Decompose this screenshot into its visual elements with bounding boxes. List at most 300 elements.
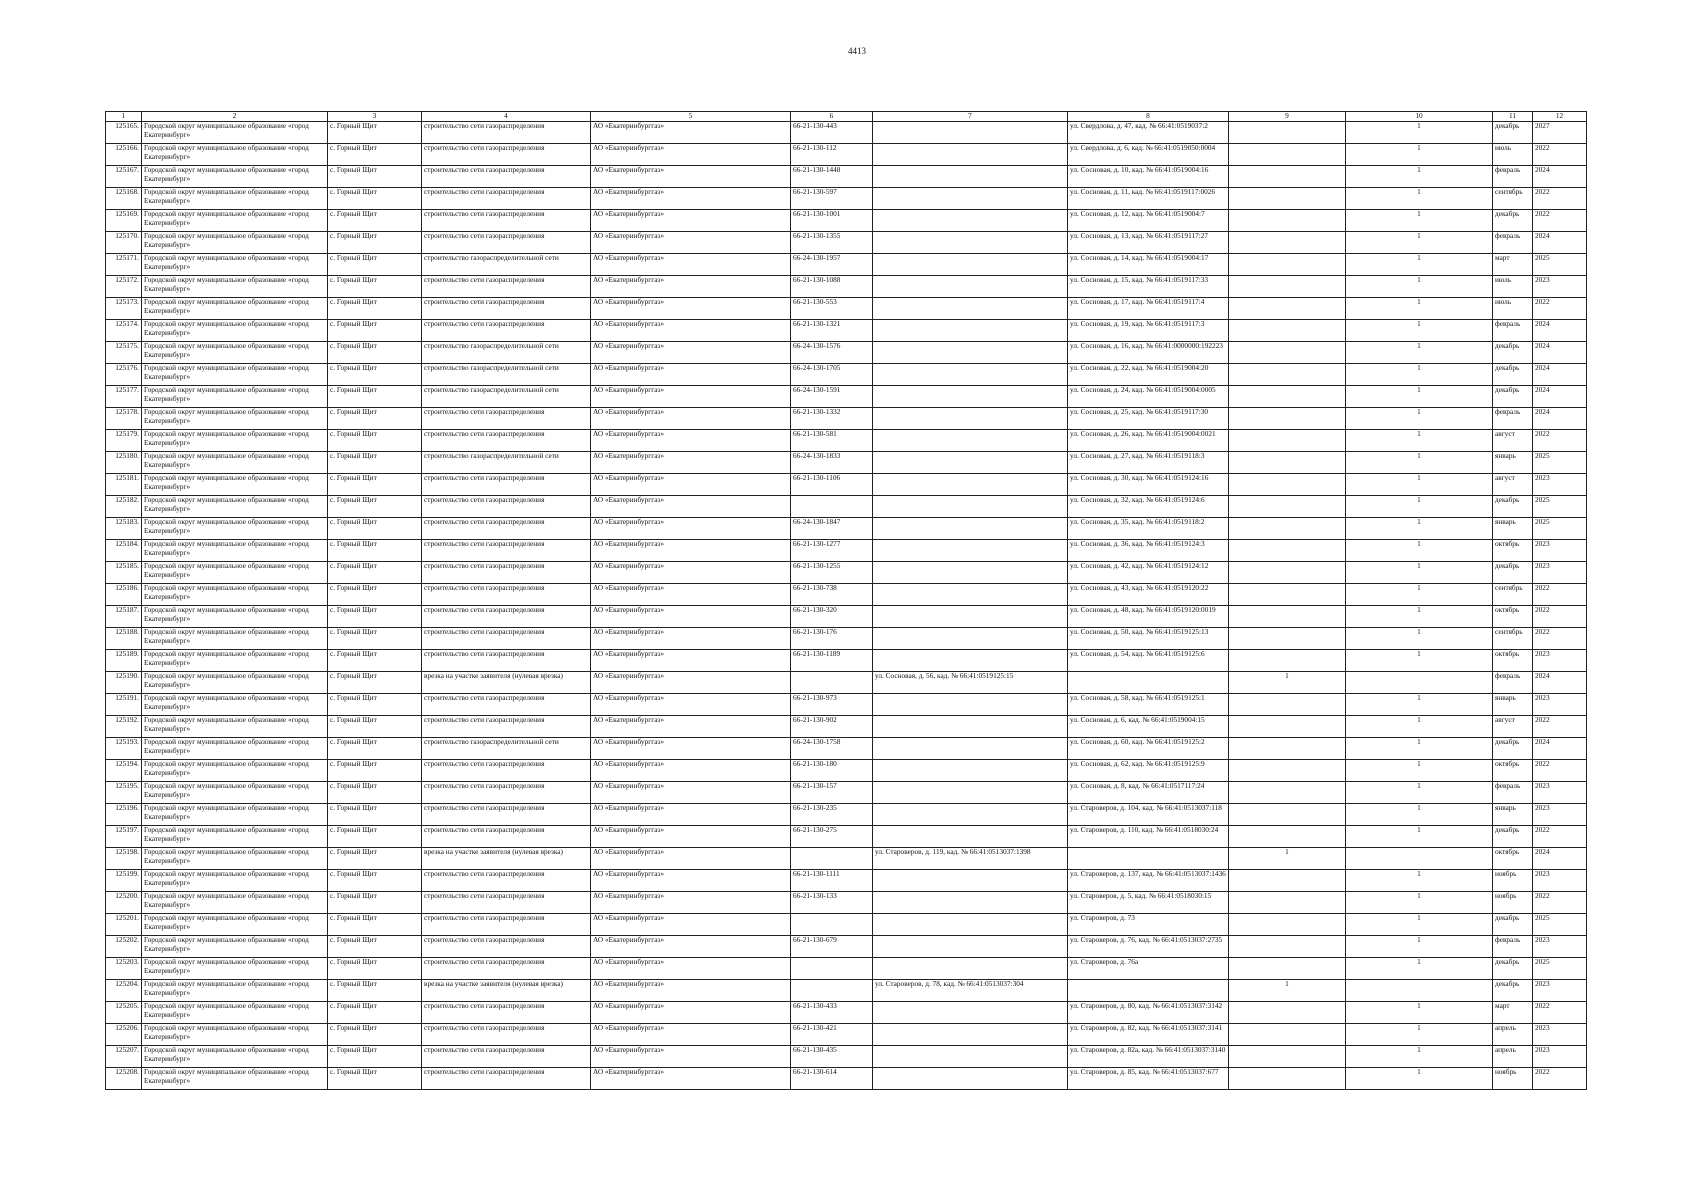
organization-cell: АО «Екатеринбурггаз» — [591, 738, 791, 760]
address-cell: ул. Староверов, д. 80, кад. № 66:41:0513037:3142 — [1068, 1002, 1229, 1024]
register-table — [105, 111, 1587, 1090]
row-number: 125170. — [106, 232, 142, 254]
project-code-cell: 66-21-130-421 — [791, 1024, 873, 1046]
organization-cell: АО «Екатеринбурггаз» — [591, 848, 791, 870]
year-cell: 2024 — [1533, 232, 1587, 254]
address-cell — [1068, 672, 1229, 694]
count-cell: 1 — [1346, 364, 1493, 386]
settlement-cell: с. Горный Щит — [328, 892, 422, 914]
organization-cell: АО «Екатеринбурггаз» — [591, 518, 791, 540]
table-row — [106, 1068, 1587, 1090]
row-number: 125165. — [106, 122, 142, 144]
count-cell: 1 — [1346, 870, 1493, 892]
count-cell: 1 — [1346, 914, 1493, 936]
address-applicant-cell — [873, 782, 1068, 804]
work-type-cell: строительство сети газораспределения — [422, 936, 591, 958]
address-applicant-cell — [873, 496, 1068, 518]
work-type-cell: строительство сети газораспределения — [422, 188, 591, 210]
table-row — [106, 386, 1587, 408]
column-header: 6 — [791, 112, 873, 122]
project-code-cell: 66-21-130-597 — [791, 188, 873, 210]
municipality-cell: Городской округ муниципальное образование «город Екатеринбург» — [142, 540, 328, 562]
organization-cell: АО «Екатеринбурггаз» — [591, 540, 791, 562]
row-number: 125195. — [106, 782, 142, 804]
municipality-cell: Городской округ муниципальное образование «город Екатеринбург» — [142, 1068, 328, 1090]
year-cell: 2023 — [1533, 540, 1587, 562]
address-applicant-cell — [873, 210, 1068, 232]
table-row — [106, 606, 1587, 628]
project-code-cell: 66-21-130-157 — [791, 782, 873, 804]
work-type-cell: строительство газораспределительной сети — [422, 364, 591, 386]
project-code-cell: 66-21-130-614 — [791, 1068, 873, 1090]
row-number: 125197. — [106, 826, 142, 848]
organization-cell: АО «Екатеринбурггаз» — [591, 188, 791, 210]
count-applicant-cell — [1229, 210, 1346, 232]
organization-cell: АО «Екатеринбурггаз» — [591, 496, 791, 518]
address-cell: ул. Сосновая, д. 11, кад. № 66:41:0519117:0026 — [1068, 188, 1229, 210]
row-number: 125204. — [106, 980, 142, 1002]
address-applicant-cell — [873, 760, 1068, 782]
count-cell: 1 — [1346, 826, 1493, 848]
address-cell: ул. Свердлова, д. 6, кад. № 66:41:0519050:0004 — [1068, 144, 1229, 166]
month-cell: декабрь — [1493, 364, 1533, 386]
work-type-cell: строительство сети газораспределения — [422, 892, 591, 914]
month-cell: декабрь — [1493, 562, 1533, 584]
municipality-cell: Городской округ муниципальное образование «город Екатеринбург» — [142, 210, 328, 232]
work-type-cell: врезка на участке заявителя (нулевая врезка) — [422, 672, 591, 694]
project-code-cell: 66-24-130-1957 — [791, 254, 873, 276]
count-applicant-cell — [1229, 430, 1346, 452]
month-cell: ноябрь — [1493, 892, 1533, 914]
work-type-cell: строительство сети газораспределения — [422, 804, 591, 826]
count-applicant-cell — [1229, 914, 1346, 936]
count-cell: 1 — [1346, 320, 1493, 342]
table-row — [106, 364, 1587, 386]
table-row — [106, 870, 1587, 892]
year-cell: 2025 — [1533, 914, 1587, 936]
address-applicant-cell — [873, 694, 1068, 716]
year-cell: 2022 — [1533, 892, 1587, 914]
work-type-cell: строительство газораспределительной сети — [422, 452, 591, 474]
table-row — [106, 144, 1587, 166]
year-cell: 2025 — [1533, 254, 1587, 276]
settlement-cell: с. Горный Щит — [328, 254, 422, 276]
municipality-cell: Городской округ муниципальное образование «город Екатеринбург» — [142, 144, 328, 166]
row-number: 125172. — [106, 276, 142, 298]
settlement-cell: с. Горный Щит — [328, 342, 422, 364]
organization-cell: АО «Екатеринбурггаз» — [591, 936, 791, 958]
count-cell: 1 — [1346, 1002, 1493, 1024]
month-cell: октябрь — [1493, 606, 1533, 628]
municipality-cell: Городской округ муниципальное образование «город Екатеринбург» — [142, 694, 328, 716]
month-cell: февраль — [1493, 936, 1533, 958]
year-cell: 2023 — [1533, 650, 1587, 672]
organization-cell: АО «Екатеринбурггаз» — [591, 408, 791, 430]
municipality-cell: Городской округ муниципальное образование «город Екатеринбург» — [142, 518, 328, 540]
project-code-cell: 66-21-130-1255 — [791, 562, 873, 584]
municipality-cell: Городской округ муниципальное образование «город Екатеринбург» — [142, 166, 328, 188]
work-type-cell: строительство сети газораспределения — [422, 760, 591, 782]
month-cell: февраль — [1493, 166, 1533, 188]
month-cell: апрель — [1493, 1024, 1533, 1046]
settlement-cell: с. Горный Щит — [328, 408, 422, 430]
address-cell: ул. Сосновая, д. 60, кад. № 66:41:0519125:2 — [1068, 738, 1229, 760]
address-applicant-cell — [873, 584, 1068, 606]
month-cell: сентябрь — [1493, 188, 1533, 210]
count-cell: 1 — [1346, 254, 1493, 276]
address-cell: ул. Сосновая, д. 12, кад. № 66:41:0519004:7 — [1068, 210, 1229, 232]
table-row — [106, 694, 1587, 716]
project-code-cell: 66-21-130-133 — [791, 892, 873, 914]
month-cell: февраль — [1493, 408, 1533, 430]
address-applicant-cell — [873, 122, 1068, 144]
project-code-cell: 66-21-130-1355 — [791, 232, 873, 254]
organization-cell: АО «Екатеринбурггаз» — [591, 716, 791, 738]
table-row — [106, 980, 1587, 1002]
work-type-cell: врезка на участке заявителя (нулевая врезка) — [422, 848, 591, 870]
month-cell: июль — [1493, 276, 1533, 298]
row-number: 125201. — [106, 914, 142, 936]
address-applicant-cell — [873, 540, 1068, 562]
month-cell: август — [1493, 474, 1533, 496]
address-applicant-cell — [873, 958, 1068, 980]
row-number: 125206. — [106, 1024, 142, 1046]
municipality-cell: Городской округ муниципальное образование «город Екатеринбург» — [142, 562, 328, 584]
count-cell — [1346, 672, 1493, 694]
month-cell: ноябрь — [1493, 870, 1533, 892]
organization-cell: АО «Екатеринбурггаз» — [591, 364, 791, 386]
organization-cell: АО «Екатеринбурггаз» — [591, 386, 791, 408]
work-type-cell: строительство сети газораспределения — [422, 540, 591, 562]
address-cell: ул. Сосновая, д. 58, кад. № 66:41:0519125:1 — [1068, 694, 1229, 716]
month-cell: март — [1493, 1002, 1533, 1024]
work-type-cell: строительство сети газораспределения — [422, 694, 591, 716]
count-applicant-cell — [1229, 320, 1346, 342]
project-code-cell: 66-24-130-1758 — [791, 738, 873, 760]
row-number: 125175. — [106, 342, 142, 364]
table-row — [106, 430, 1587, 452]
table-row — [106, 562, 1587, 584]
count-cell: 1 — [1346, 694, 1493, 716]
count-cell: 1 — [1346, 210, 1493, 232]
count-applicant-cell — [1229, 298, 1346, 320]
address-cell: ул. Сосновая, д. 14, кад. № 66:41:0519004:17 — [1068, 254, 1229, 276]
organization-cell: АО «Екатеринбурггаз» — [591, 672, 791, 694]
count-applicant-cell — [1229, 562, 1346, 584]
month-cell: январь — [1493, 694, 1533, 716]
municipality-cell: Городской округ муниципальное образование «город Екатеринбург» — [142, 232, 328, 254]
table-row — [106, 518, 1587, 540]
row-number: 125179. — [106, 430, 142, 452]
table-row — [106, 232, 1587, 254]
organization-cell: АО «Екатеринбурггаз» — [591, 650, 791, 672]
year-cell: 2023 — [1533, 694, 1587, 716]
address-applicant-cell: ул. Сосновая, д. 56, кад. № 66:41:0519125:15 — [873, 672, 1068, 694]
row-number: 125181. — [106, 474, 142, 496]
address-applicant-cell — [873, 276, 1068, 298]
count-applicant-cell — [1229, 1068, 1346, 1090]
address-cell: ул. Староверов, д. 5, кад. № 66:41:0518030:15 — [1068, 892, 1229, 914]
municipality-cell: Городской округ муниципальное образование «город Екатеринбург» — [142, 760, 328, 782]
table-row — [106, 452, 1587, 474]
count-cell: 1 — [1346, 936, 1493, 958]
address-cell: ул. Староверов, д. 110, кад. № 66:41:0518030:24 — [1068, 826, 1229, 848]
count-cell: 1 — [1346, 518, 1493, 540]
count-cell: 1 — [1346, 386, 1493, 408]
count-cell: 1 — [1346, 188, 1493, 210]
municipality-cell: Городской округ муниципальное образование «город Екатеринбург» — [142, 1024, 328, 1046]
count-applicant-cell — [1229, 826, 1346, 848]
address-applicant-cell — [873, 1002, 1068, 1024]
row-number: 125176. — [106, 364, 142, 386]
organization-cell: АО «Екатеринбурггаз» — [591, 870, 791, 892]
settlement-cell: с. Горный Щит — [328, 826, 422, 848]
project-code-cell: 66-21-130-320 — [791, 606, 873, 628]
count-applicant-cell — [1229, 650, 1346, 672]
year-cell: 2022 — [1533, 606, 1587, 628]
count-cell: 1 — [1346, 408, 1493, 430]
address-applicant-cell — [873, 144, 1068, 166]
table-row — [106, 474, 1587, 496]
organization-cell: АО «Екатеринбурггаз» — [591, 892, 791, 914]
address-applicant-cell — [873, 804, 1068, 826]
address-cell: ул. Сосновая, д. 48, кад. № 66:41:0519120:0019 — [1068, 606, 1229, 628]
column-header: 8 — [1068, 112, 1229, 122]
municipality-cell: Городской округ муниципальное образование «город Екатеринбург» — [142, 782, 328, 804]
municipality-cell: Городской округ муниципальное образование «город Екатеринбург» — [142, 848, 328, 870]
count-applicant-cell — [1229, 892, 1346, 914]
work-type-cell: строительство сети газораспределения — [422, 584, 591, 606]
table-row — [106, 782, 1587, 804]
year-cell: 2022 — [1533, 826, 1587, 848]
municipality-cell: Городской округ муниципальное образование «город Екатеринбург» — [142, 606, 328, 628]
work-type-cell: строительство сети газораспределения — [422, 826, 591, 848]
project-code-cell: 66-24-130-1576 — [791, 342, 873, 364]
organization-cell: АО «Екатеринбурггаз» — [591, 210, 791, 232]
municipality-cell: Городской округ муниципальное образование «город Екатеринбург» — [142, 980, 328, 1002]
settlement-cell: с. Горный Щит — [328, 1024, 422, 1046]
column-header: 3 — [328, 112, 422, 122]
organization-cell: АО «Екатеринбурггаз» — [591, 584, 791, 606]
month-cell: июль — [1493, 298, 1533, 320]
table-row — [106, 672, 1587, 694]
address-cell: ул. Староверов, д. 73 — [1068, 914, 1229, 936]
project-code-cell: 66-24-130-1833 — [791, 452, 873, 474]
count-cell: 1 — [1346, 958, 1493, 980]
year-cell: 2022 — [1533, 210, 1587, 232]
address-applicant-cell — [873, 474, 1068, 496]
year-cell: 2024 — [1533, 320, 1587, 342]
table-row — [106, 408, 1587, 430]
year-cell: 2025 — [1533, 452, 1587, 474]
work-type-cell: строительство сети газораспределения — [422, 716, 591, 738]
settlement-cell: с. Горный Щит — [328, 562, 422, 584]
column-header: 2 — [142, 112, 328, 122]
table-row — [106, 166, 1587, 188]
year-cell: 2023 — [1533, 276, 1587, 298]
count-applicant-cell — [1229, 122, 1346, 144]
row-number: 125171. — [106, 254, 142, 276]
work-type-cell: строительство сети газораспределения — [422, 606, 591, 628]
count-applicant-cell — [1229, 1002, 1346, 1024]
address-applicant-cell — [873, 1046, 1068, 1068]
count-cell: 1 — [1346, 496, 1493, 518]
address-cell: ул. Сосновая, д. 17, кад. № 66:41:0519117:4 — [1068, 298, 1229, 320]
address-cell: ул. Сосновая, д. 26, кад. № 66:41:0519004:0021 — [1068, 430, 1229, 452]
row-number: 125203. — [106, 958, 142, 980]
count-applicant-cell: 1 — [1229, 848, 1346, 870]
work-type-cell: строительство сети газораспределения — [422, 276, 591, 298]
count-cell: 1 — [1346, 606, 1493, 628]
page-number: 4413 — [848, 46, 866, 56]
municipality-cell: Городской округ муниципальное образование «город Екатеринбург» — [142, 298, 328, 320]
table-row — [106, 188, 1587, 210]
project-code-cell: 66-21-130-1001 — [791, 210, 873, 232]
month-cell: декабрь — [1493, 738, 1533, 760]
settlement-cell: с. Горный Щит — [328, 848, 422, 870]
address-applicant-cell — [873, 452, 1068, 474]
municipality-cell: Городской округ муниципальное образование «город Екатеринбург» — [142, 958, 328, 980]
settlement-cell: с. Горный Щит — [328, 958, 422, 980]
month-cell: декабрь — [1493, 980, 1533, 1002]
count-cell: 1 — [1346, 144, 1493, 166]
row-number: 125196. — [106, 804, 142, 826]
organization-cell: АО «Екатеринбурггаз» — [591, 342, 791, 364]
settlement-cell: с. Горный Щит — [328, 276, 422, 298]
table-row — [106, 804, 1587, 826]
row-number: 125186. — [106, 584, 142, 606]
project-code-cell: 66-21-130-1111 — [791, 870, 873, 892]
count-cell: 1 — [1346, 232, 1493, 254]
row-number: 125185. — [106, 562, 142, 584]
address-applicant-cell — [873, 386, 1068, 408]
municipality-cell: Городской округ муниципальное образование «город Екатеринбург» — [142, 914, 328, 936]
table-row — [106, 1002, 1587, 1024]
address-applicant-cell — [873, 650, 1068, 672]
address-applicant-cell — [873, 892, 1068, 914]
count-applicant-cell — [1229, 782, 1346, 804]
address-cell: ул. Сосновая, д. 42, кад. № 66:41:0519124:12 — [1068, 562, 1229, 584]
municipality-cell: Городской округ муниципальное образование «город Екатеринбург» — [142, 804, 328, 826]
organization-cell: АО «Екатеринбурггаз» — [591, 298, 791, 320]
column-header: 9 — [1229, 112, 1346, 122]
municipality-cell: Городской округ муниципальное образование «город Екатеринбург» — [142, 672, 328, 694]
settlement-cell: с. Горный Щит — [328, 606, 422, 628]
settlement-cell: с. Горный Щит — [328, 320, 422, 342]
month-cell: декабрь — [1493, 210, 1533, 232]
year-cell: 2025 — [1533, 496, 1587, 518]
count-cell: 1 — [1346, 716, 1493, 738]
address-cell: ул. Староверов, д. 137, кад. № 66:41:0513037:1436 — [1068, 870, 1229, 892]
row-number: 125166. — [106, 144, 142, 166]
work-type-cell: строительство газораспределительной сети — [422, 254, 591, 276]
work-type-cell: строительство сети газораспределения — [422, 1046, 591, 1068]
table-row — [106, 584, 1587, 606]
count-cell: 1 — [1346, 540, 1493, 562]
year-cell: 2025 — [1533, 958, 1587, 980]
address-applicant-cell — [873, 914, 1068, 936]
municipality-cell: Городской округ муниципальное образование «город Екатеринбург» — [142, 870, 328, 892]
year-cell: 2027 — [1533, 122, 1587, 144]
settlement-cell: с. Горный Щит — [328, 1046, 422, 1068]
address-cell: ул. Сосновая, д. 27, кад. № 66:41:0519118:3 — [1068, 452, 1229, 474]
row-number: 125187. — [106, 606, 142, 628]
count-cell: 1 — [1346, 892, 1493, 914]
project-code-cell: 66-21-130-235 — [791, 804, 873, 826]
organization-cell: АО «Екатеринбурггаз» — [591, 804, 791, 826]
year-cell: 2024 — [1533, 672, 1587, 694]
address-cell: ул. Сосновая, д. 16, кад. № 66:41:0000000:192223 — [1068, 342, 1229, 364]
year-cell: 2022 — [1533, 716, 1587, 738]
month-cell: октябрь — [1493, 848, 1533, 870]
count-applicant-cell — [1229, 606, 1346, 628]
count-applicant-cell — [1229, 936, 1346, 958]
year-cell: 2024 — [1533, 738, 1587, 760]
work-type-cell: строительство сети газораспределения — [422, 628, 591, 650]
row-number: 125168. — [106, 188, 142, 210]
count-cell: 1 — [1346, 760, 1493, 782]
year-cell: 2023 — [1533, 782, 1587, 804]
count-applicant-cell — [1229, 474, 1346, 496]
project-code-cell: 66-21-130-1332 — [791, 408, 873, 430]
address-applicant-cell — [873, 606, 1068, 628]
count-applicant-cell — [1229, 144, 1346, 166]
month-cell: октябрь — [1493, 540, 1533, 562]
address-cell: ул. Сосновая, д. 32, кад. № 66:41:0519124:6 — [1068, 496, 1229, 518]
work-type-cell: строительство сети газораспределения — [422, 430, 591, 452]
work-type-cell: строительство сети газораспределения — [422, 166, 591, 188]
settlement-cell: с. Горный Щит — [328, 1002, 422, 1024]
address-cell: ул. Сосновая, д. 8, кад. № 66:41:0517117:24 — [1068, 782, 1229, 804]
address-applicant-cell — [873, 298, 1068, 320]
address-applicant-cell — [873, 870, 1068, 892]
municipality-cell: Городской округ муниципальное образование «город Екатеринбург» — [142, 122, 328, 144]
count-cell: 1 — [1346, 650, 1493, 672]
row-number: 125191. — [106, 694, 142, 716]
table-row — [106, 122, 1587, 144]
settlement-cell: с. Горный Щит — [328, 210, 422, 232]
project-code-cell: 66-21-130-738 — [791, 584, 873, 606]
address-cell: ул. Сосновая, д. 22, кад. № 66:41:0519004:20 — [1068, 364, 1229, 386]
table-row — [106, 760, 1587, 782]
project-code-cell: 66-21-130-973 — [791, 694, 873, 716]
month-cell: декабрь — [1493, 122, 1533, 144]
work-type-cell: строительство сети газораспределения — [422, 144, 591, 166]
count-cell: 1 — [1346, 562, 1493, 584]
year-cell: 2023 — [1533, 562, 1587, 584]
municipality-cell: Городской округ муниципальное образование «город Екатеринбург» — [142, 1002, 328, 1024]
year-cell: 2022 — [1533, 430, 1587, 452]
organization-cell: АО «Екатеринбурггаз» — [591, 826, 791, 848]
municipality-cell: Городской округ муниципальное образование «город Екатеринбург» — [142, 892, 328, 914]
column-header: 12 — [1533, 112, 1587, 122]
project-code-cell — [791, 914, 873, 936]
count-applicant-cell — [1229, 738, 1346, 760]
project-code-cell — [791, 848, 873, 870]
project-code-cell: 66-21-130-553 — [791, 298, 873, 320]
year-cell: 2024 — [1533, 848, 1587, 870]
organization-cell: АО «Екатеринбурггаз» — [591, 320, 791, 342]
year-cell: 2022 — [1533, 188, 1587, 210]
year-cell: 2023 — [1533, 936, 1587, 958]
row-number: 125194. — [106, 760, 142, 782]
settlement-cell: с. Горный Щит — [328, 166, 422, 188]
month-cell: декабрь — [1493, 958, 1533, 980]
settlement-cell: с. Горный Щит — [328, 188, 422, 210]
municipality-cell: Городской округ муниципальное образование «город Екатеринбург» — [142, 188, 328, 210]
organization-cell: АО «Екатеринбурггаз» — [591, 1046, 791, 1068]
month-cell: январь — [1493, 452, 1533, 474]
